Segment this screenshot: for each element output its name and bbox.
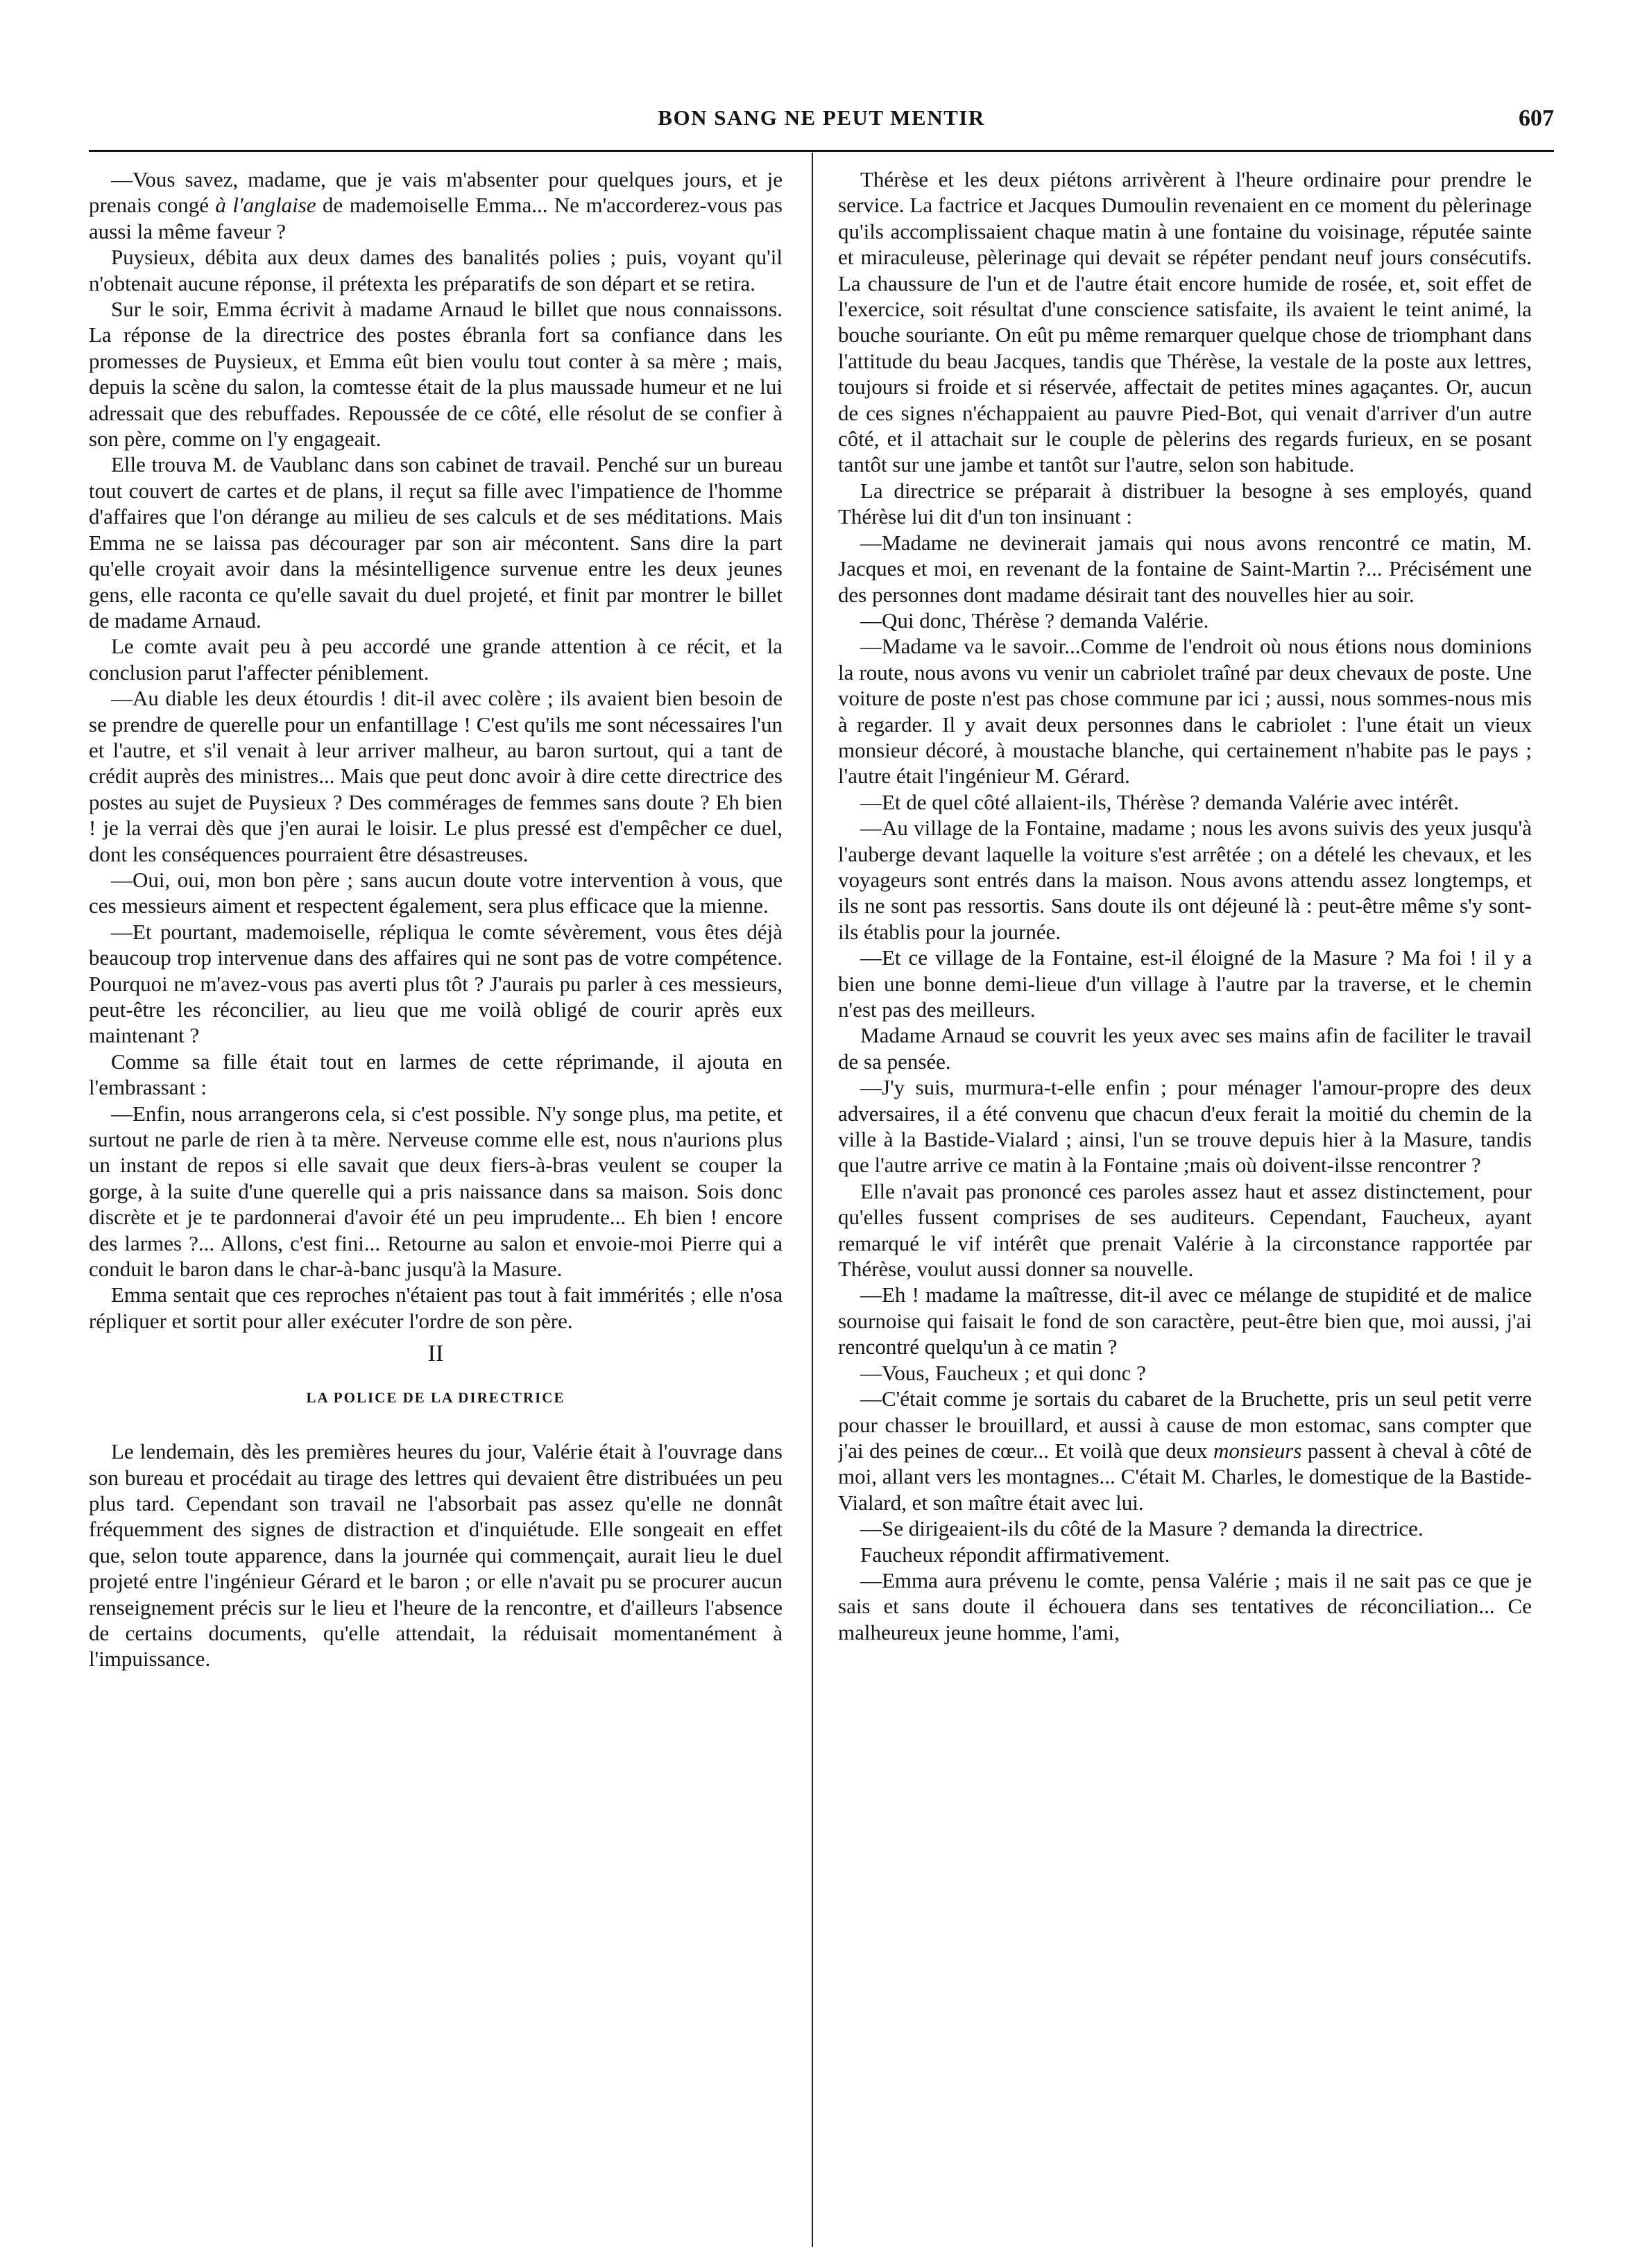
emphasis: à l'anglaise — [215, 193, 316, 218]
paragraph: —Oui, oui, mon bon père ; sans aucun doute votre intervention à vous, que ces messieurs aiment et respectent également, sera plus efficace que la mienne. — [89, 867, 783, 918]
paragraph: —Au diable les deux étourdis ! dit-il avec colère ; ils avaient bien besoin de se prendre de querelle pour un enfantillage ! C'est qu'ils me sont nécessaires l'un et l'autre, et s'il venait à leur arriver malheur, au baron surtout, qui a tant de crédit auprès des ministres... Mais que peut donc avoir à dire cette directrice des postes au sujet de Puysieux ? Des commérages de femmes sans doute ? Eh bien ! je la verrai dès que j'en aurai le loisir. Le plus pressé est d'empêcher ce duel, dont les conséquences pourraient être désastreuses. — [89, 686, 783, 866]
page-number: 607 — [1519, 105, 1554, 131]
paragraph: —Et de quel côté allaient-ils, Thérèse ? demanda Valérie avec intérêt. — [860, 789, 1460, 814]
paragraph: Faucheux répondit affirmativement. — [860, 1542, 1170, 1567]
paragraph: —Madame ne devinerait jamais qui nous avons rencontré ce matin, M. Jacques et moi, en revenant de la fontaine de Saint-Martin ?... Précisément une des personnes dont madame désirait tant des nouvelles hier au soir. — [838, 530, 1532, 607]
section-number: II — [427, 1341, 444, 1367]
paragraph: Thérèse et les deux piétons arrivèrent à l'heure ordinaire pour prendre le service. La factrice et Jacques Dumoulin revenaient en ce moment du pèlerinage qu'ils accomplissaient chaque matin à une fontaine du voisinage, réputée sainte et miraculeuse, pèlerinage qui devait se répéter pendant neuf jours consécutifs. La chaussure de l'un et de l'autre était encore humide de rosée, et, soit effet de l'exercice, soit résultat d'une conscience satisfaite, ils avaient le teint animé, la bouche souriante. On eût pu même remarquer quelque chose de triomphant dans l'attitude du beau Jacques, tandis que Thérèse, la vestale de la poste aux lettres, toujours si froide et si réservée, affectait de petites mines agaçantes. Or, aucun de ces signes n'échappaient au pauvre Pied-Bot, qui venait d'arriver d'un autre côté, et il attachait sur le couple de pèlerins des regards furieux, en se posant tantôt sur une jambe et tantôt sur l'autre, selon son habitude. — [838, 167, 1532, 477]
paragraph: Sur le soir, Emma écrivit à madame Arnaud le billet que nous connaissons. La réponse de la directrice des postes ébranla fort sa confiance dans les promesses de Puysieux, et Emma eût bien voulu tout conter à sa mère ; mais, depuis la scène du salon, la comtesse était de la plus maussade humeur et ne lui adressait que des rebuffades. Repoussée de ce côté, elle résolut de se confier à son père, comme on l'y engageait. — [89, 297, 783, 452]
paragraph: Le comte avait peu à peu accordé une grande attention à ce récit, et la conclusion parut l'affecter péniblement. — [89, 634, 783, 685]
section-title: LA POLICE DE LA DIRECTRICE — [306, 1389, 565, 1406]
paragraph: Emma sentait que ces reproches n'étaient pas tout à fait immérités ; elle n'osa répliquer et sortit pour aller exécuter l'ordre de son père. — [89, 1282, 783, 1333]
paragraph: Puysieux, débita aux deux dames des banalités polies ; puis, voyant qu'il n'obtenait aucune réponse, il prétexta les préparatifs de son départ et se retira. — [89, 245, 783, 295]
paragraph: —Madame va le savoir...Comme de l'endroit où nous étions nous dominions la route, nous avons vu venir un cabriolet traîné par deux chevaux de poste. Une voiture de poste n'est pas chose commune par ici ; aussi, nous sommes-nous mis à regarder. Il y avait deux personnes dans le cabriolet : l'une était un vieux monsieur décoré, à moustache blanche, qui certainement n'habite pas le pays ; l'autre était l'ingénieur M. Gérard. — [838, 634, 1532, 789]
paragraph: —Vous, Faucheux ; et qui donc ? — [860, 1360, 1146, 1385]
right-column — [838, 166, 1532, 2219]
paragraph: —C'était comme je sortais du cabaret de la Bruchette, pris un seul petit verre pour chasser le brouillard, et aussi à cause de mon estomac, sans compter que j'ai des peines de cœur... Et voilà que deux monsieurs passent à cheval à côté de moi, allant vers les montagnes... C'était M. Charles, le domestique de la Bastide-Vialard, et son maître était avec lui. — [838, 1386, 1532, 1515]
paragraph: Madame Arnaud se couvrit les yeux avec ses mains afin de faciliter le travail de sa pensée. — [838, 1023, 1532, 1074]
paragraph: Elle n'avait pas prononcé ces paroles assez haut et assez distinctement, pour qu'elles fussent comprises de ses auditeurs. Cependant, Faucheux, ayant remarqué le vif intérêt que prenait Valérie à la circonstance rapportée par Thérèse, voulut aussi donner sa nouvelle. — [838, 1178, 1532, 1282]
paragraph: —Au village de la Fontaine, madame ; nous les avons suivis des yeux jusqu'à l'auberge devant laquelle la voiture s'est arrêtée ; on a dételé les chevaux, et les voyageurs sont entrés dans la maison. Nous avons attendu assez longtemps, et ils ne sont pas ressortis. Sans doute ils ont déjeuné là : peut-être même s'y sont-ils établis pour la journée. — [838, 816, 1532, 944]
left-column — [89, 166, 783, 2219]
running-title: BON SANG NE PEUT MENTIR — [658, 105, 985, 130]
paragraph: —Emma aura prévenu le comte, pensa Valérie ; mais il ne sait pas ce que je sais et sans doute il échouera dans ses tentatives de réconciliation... Ce malheureux jeune homme, l'ami, — [838, 1567, 1532, 1644]
header-rule — [89, 150, 1554, 152]
paragraph: Le lendemain, dès les premières heures du jour, Valérie était à l'ouvrage dans son bureau et procédait au tirage des lettres qui devaient être distribuées un peu plus tard. Cependant son travail ne l'absorbait pas assez qu'elle ne donnât fréquemment des signes de distraction et d'inquiétude. Elle songeait en effet que, selon toute apparence, dans la journée qui commençait, aurait lieu le duel projeté entre l'ingénieur Gérard et le baron ; or elle n'avait pu se procurer aucun renseignement précis sur le lieu et l'heure de la rencontre, et d'ailleurs l'absence de certains documents, qu'elle attendait, la réduisait momentanément à l'impuissance. — [89, 1439, 783, 1672]
paragraph: —Se dirigeaient-ils du côté de la Masure ? demanda la directrice. — [860, 1516, 1424, 1541]
book-page — [89, 90, 1554, 2247]
page-header — [89, 105, 1554, 147]
paragraph: Comme sa fille était tout en larmes de cette réprimande, il ajouta en l'embrassant : — [89, 1049, 783, 1100]
paragraph: —J'y suis, murmura-t-elle enfin ; pour ménager l'amour-propre des deux adversaires, il a été convenu que chacun d'eux ferait la moitié du chemin de la ville à la Bastide-Vialard ; ainsi, l'un se trouve depuis hier à la Masure, tandis que l'autre arrive ce matin à la Fontaine ;mais où doivent-ilsse rencontrer ? — [838, 1075, 1532, 1178]
paragraph: —Et pourtant, mademoiselle, répliqua le comte sévèrement, vous êtes déjà beaucoup trop intervenue dans des affaires qui ne sont pas de votre compétence. Pourquoi ne m'avez-vous pas averti plus tôt ? J'aurais pu parler à ces messieurs, peut-être les réconcilier, au lieu que me voilà obligé de courir après eux maintenant ? — [89, 919, 783, 1048]
paragraph: —Vous savez, madame, que je vais m'absenter pour quelques jours, et je prenais congé à l'anglaise de mademoiselle Emma... Ne m'accorderez-vous pas aussi la même faveur ? — [89, 167, 783, 243]
paragraph: —Eh ! madame la maîtresse, dit-il avec ce mélange de stupidité et de malice sournoise qui faisait le fond de son caractère, peut-être bien que, moi aussi, j'ai rencontré quelqu'un à ce matin ? — [838, 1282, 1532, 1359]
paragraph: La directrice se préparait à distribuer la besogne à ses employés, quand Thérèse lui dit d'un ton insinuant : — [838, 478, 1532, 529]
paragraph: —Qui donc, Thérèse ? demanda Valérie. — [860, 608, 1209, 633]
column-divider — [812, 153, 813, 2247]
paragraph: —Et ce village de la Fontaine, est-il éloigné de la Masure ? Ma foi ! il y a bien une bonne demi-lieue d'un village à l'autre par la traverse, et le chemin n'est pas des meilleurs. — [838, 945, 1532, 1022]
paragraph: —Enfin, nous arrangerons cela, si c'est possible. N'y songe plus, ma petite, et surtout ne parle de rien à ta mère. Nerveuse comme elle est, nous n'aurions plus un instant de repos si elle savait que deux fiers-à-bras veulent se couper la gorge, à la suite d'une querelle qui a pris naissance dans sa maison. Sois donc discrète et je te pardonnerai d'avoir été un peu imprudente... Eh bien ! encore des larmes ?... Allons, c'est fini... Retourne au salon et envoie-moi Pierre qui a conduit le baron dans le char-à-banc jusqu'à la Masure. — [89, 1101, 783, 1282]
paragraph: Elle trouva M. de Vaublanc dans son cabinet de travail. Penché sur un bureau tout couvert de cartes et de plans, il reçut sa fille avec l'impatience de l'homme d'affaires que l'on dérange au milieu de ses calculs et de ses méditations. Mais Emma ne se laissa pas décourager par son air mécontent. Sans dire la part qu'elle croyait avoir dans la mésintelligence survenue entre les deux jeunes gens, elle raconta ce qu'elle savait du duel projeté, et finit par montrer le billet de madame Arnaud. — [89, 452, 783, 633]
emphasis: monsieurs — [1213, 1438, 1302, 1463]
